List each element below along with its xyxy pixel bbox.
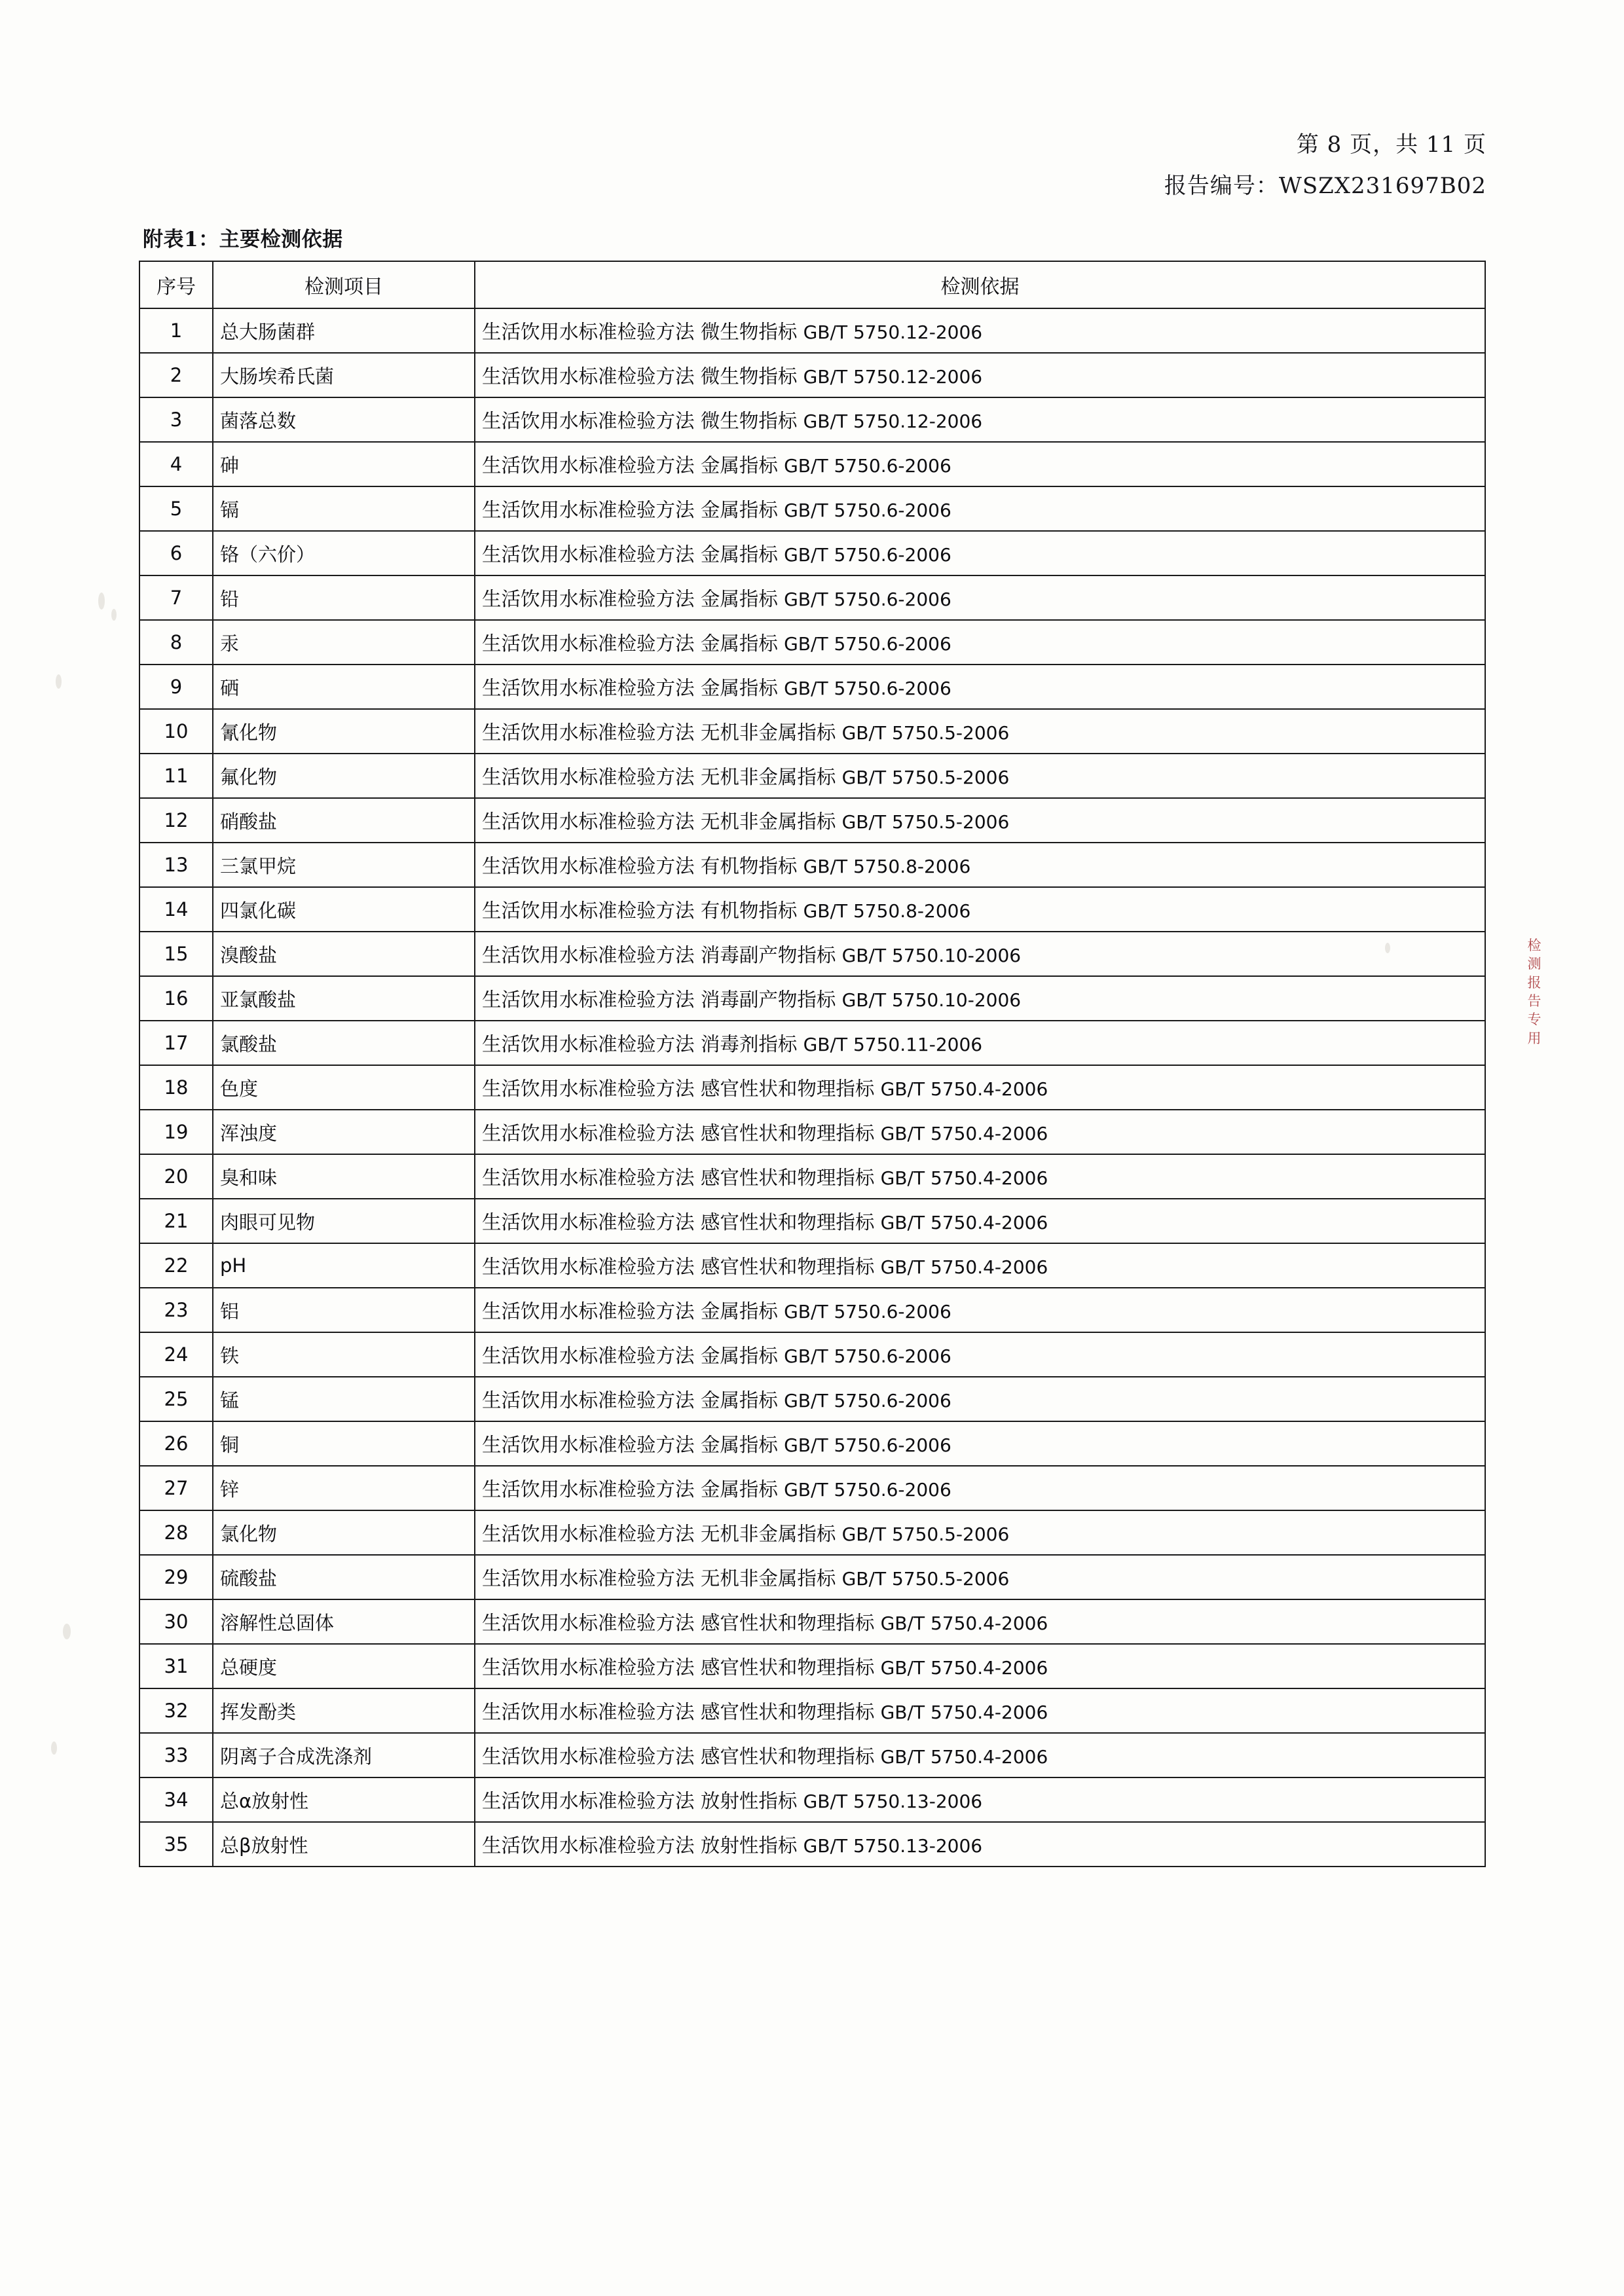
column-header-no: 序号 bbox=[139, 261, 213, 308]
scan-artifact bbox=[111, 609, 117, 621]
basis-standard-code: GB/T 5750.6-2006 bbox=[784, 589, 951, 610]
cell-item: 溶解性总固体 bbox=[213, 1599, 475, 1644]
cell-item: 硒 bbox=[213, 665, 475, 709]
table-row bbox=[139, 620, 1485, 665]
table-row bbox=[139, 976, 1485, 1021]
table-row bbox=[139, 575, 1485, 620]
basis-standard-code: GB/T 5750.13-2006 bbox=[803, 1791, 983, 1812]
table-row bbox=[139, 308, 1485, 353]
basis-standard-name: 生活饮用水标准检验方法 感官性状和物理指标 bbox=[482, 1167, 875, 1189]
cell-item: 铁 bbox=[213, 1332, 475, 1377]
cell-no: 7 bbox=[139, 575, 213, 620]
table-row bbox=[139, 1777, 1485, 1822]
basis-standard-name: 生活饮用水标准检验方法 微生物指标 bbox=[482, 410, 798, 432]
scan-artifact bbox=[51, 1741, 57, 1755]
cell-basis bbox=[475, 1599, 1485, 1644]
basis-standard-name: 生活饮用水标准检验方法 有机物指标 bbox=[482, 900, 798, 922]
basis-standard-name: 生活饮用水标准检验方法 感官性状和物理指标 bbox=[482, 1256, 875, 1278]
basis-standard-code: GB/T 5750.10-2006 bbox=[841, 945, 1022, 966]
cell-no: 8 bbox=[139, 620, 213, 665]
table-row bbox=[139, 1288, 1485, 1332]
basis-standard-name: 生活饮用水标准检验方法 金属指标 bbox=[482, 1478, 778, 1501]
cell-item: 菌落总数 bbox=[213, 397, 475, 442]
basis-standard-code: GB/T 5750.10-2006 bbox=[841, 989, 1022, 1011]
cell-basis bbox=[475, 1332, 1485, 1377]
cell-item: 镉 bbox=[213, 486, 475, 531]
report-number-line bbox=[1164, 166, 1486, 207]
basis-standard-name: 生活饮用水标准检验方法 感官性状和物理指标 bbox=[482, 1656, 875, 1679]
basis-standard-name: 生活饮用水标准检验方法 微生物指标 bbox=[482, 321, 798, 343]
basis-standard-name: 生活饮用水标准检验方法 金属指标 bbox=[482, 499, 778, 521]
cell-basis bbox=[475, 620, 1485, 665]
cell-basis bbox=[475, 1555, 1485, 1599]
table-row bbox=[139, 709, 1485, 754]
table-row bbox=[139, 1688, 1485, 1733]
cell-basis bbox=[475, 1466, 1485, 1510]
table-row bbox=[139, 1510, 1485, 1555]
column-header-basis: 检测依据 bbox=[475, 261, 1485, 308]
table-row bbox=[139, 1421, 1485, 1466]
cell-basis bbox=[475, 575, 1485, 620]
basis-standard-code: GB/T 5750.4-2006 bbox=[880, 1123, 1048, 1144]
cell-basis bbox=[475, 1065, 1485, 1110]
basis-standard-code: GB/T 5750.6-2006 bbox=[784, 1434, 951, 1456]
basis-standard-code: GB/T 5750.8-2006 bbox=[803, 900, 971, 922]
table-row bbox=[139, 442, 1485, 486]
cell-item: 氟化物 bbox=[213, 754, 475, 798]
attachment-title: 附表1：主要检测依据 bbox=[143, 228, 343, 251]
cell-item: 氯酸盐 bbox=[213, 1021, 475, 1065]
cell-no: 28 bbox=[139, 1510, 213, 1555]
cell-item: 锰 bbox=[213, 1377, 475, 1421]
basis-standard-code: GB/T 5750.6-2006 bbox=[784, 455, 951, 477]
basis-standard-name: 生活饮用水标准检验方法 无机非金属指标 bbox=[482, 1523, 836, 1545]
cell-basis bbox=[475, 1644, 1485, 1688]
cell-basis bbox=[475, 1733, 1485, 1777]
cell-basis bbox=[475, 397, 1485, 442]
cell-item: 四氯化碳 bbox=[213, 887, 475, 932]
cell-no: 11 bbox=[139, 754, 213, 798]
cell-no: 27 bbox=[139, 1466, 213, 1510]
cell-no: 33 bbox=[139, 1733, 213, 1777]
basis-standard-name: 生活饮用水标准检验方法 感官性状和物理指标 bbox=[482, 1211, 875, 1233]
cell-no: 30 bbox=[139, 1599, 213, 1644]
basis-standard-name: 生活饮用水标准检验方法 有机物指标 bbox=[482, 855, 798, 877]
table-row bbox=[139, 1065, 1485, 1110]
basis-standard-name: 生活饮用水标准检验方法 金属指标 bbox=[482, 632, 778, 655]
cell-item: 浑浊度 bbox=[213, 1110, 475, 1154]
table-row bbox=[139, 1555, 1485, 1599]
cell-basis bbox=[475, 1822, 1485, 1867]
cell-item: 氰化物 bbox=[213, 709, 475, 754]
basis-standard-code: GB/T 5750.13-2006 bbox=[803, 1835, 983, 1857]
cell-item: 锌 bbox=[213, 1466, 475, 1510]
cell-basis bbox=[475, 1288, 1485, 1332]
table-row bbox=[139, 754, 1485, 798]
basis-standard-code: GB/T 5750.4-2006 bbox=[880, 1078, 1048, 1100]
cell-no: 20 bbox=[139, 1154, 213, 1199]
cell-no: 29 bbox=[139, 1555, 213, 1599]
scan-artifact bbox=[63, 1624, 71, 1639]
table-row bbox=[139, 798, 1485, 843]
cell-basis bbox=[475, 531, 1485, 575]
table-row bbox=[139, 1243, 1485, 1288]
cell-no: 32 bbox=[139, 1688, 213, 1733]
basis-standard-name: 生活饮用水标准检验方法 放射性指标 bbox=[482, 1834, 798, 1857]
cell-no: 26 bbox=[139, 1421, 213, 1466]
cell-item: 铅 bbox=[213, 575, 475, 620]
basis-standard-code: GB/T 5750.4-2006 bbox=[880, 1256, 1048, 1278]
cell-item: 硫酸盐 bbox=[213, 1555, 475, 1599]
basis-standard-name: 生活饮用水标准检验方法 消毒副产物指标 bbox=[482, 989, 836, 1011]
cell-basis bbox=[475, 442, 1485, 486]
table-row bbox=[139, 1822, 1485, 1867]
table-row bbox=[139, 1377, 1485, 1421]
basis-standard-code: GB/T 5750.6-2006 bbox=[784, 633, 951, 655]
basis-standard-name: 生活饮用水标准检验方法 感官性状和物理指标 bbox=[482, 1745, 875, 1768]
basis-standard-name: 生活饮用水标准检验方法 无机非金属指标 bbox=[482, 1567, 836, 1590]
table-row bbox=[139, 665, 1485, 709]
basis-standard-name: 生活饮用水标准检验方法 无机非金属指标 bbox=[482, 766, 836, 788]
cell-basis bbox=[475, 665, 1485, 709]
table-row bbox=[139, 1332, 1485, 1377]
cell-basis bbox=[475, 798, 1485, 843]
report-number-value: WSZX231697B02 bbox=[1278, 172, 1486, 199]
cell-item: 大肠埃希氏菌 bbox=[213, 353, 475, 397]
basis-standard-code: GB/T 5750.6-2006 bbox=[784, 500, 951, 521]
cell-item: pH bbox=[213, 1243, 475, 1288]
table-row bbox=[139, 887, 1485, 932]
basis-standard-name: 生活饮用水标准检验方法 消毒剂指标 bbox=[482, 1033, 798, 1055]
basis-standard-name: 生活饮用水标准检验方法 金属指标 bbox=[482, 1345, 778, 1367]
table-row bbox=[139, 1644, 1485, 1688]
basis-standard-code: GB/T 5750.4-2006 bbox=[880, 1746, 1048, 1768]
cell-item: 色度 bbox=[213, 1065, 475, 1110]
cell-item: 铝 bbox=[213, 1288, 475, 1332]
cell-basis bbox=[475, 486, 1485, 531]
basis-standard-code: GB/T 5750.8-2006 bbox=[803, 856, 971, 877]
table-row bbox=[139, 486, 1485, 531]
cell-item: 总硬度 bbox=[213, 1644, 475, 1688]
cell-item: 挥发酚类 bbox=[213, 1688, 475, 1733]
cell-item: 溴酸盐 bbox=[213, 932, 475, 976]
cell-basis bbox=[475, 887, 1485, 932]
basis-standard-code: GB/T 5750.6-2006 bbox=[784, 1390, 951, 1412]
basis-standard-code: GB/T 5750.6-2006 bbox=[784, 678, 951, 699]
basis-standard-code: GB/T 5750.6-2006 bbox=[784, 1479, 951, 1501]
cell-item: 阴离子合成洗涤剂 bbox=[213, 1733, 475, 1777]
basis-standard-code: GB/T 5750.12-2006 bbox=[803, 410, 983, 432]
basis-standard-name: 生活饮用水标准检验方法 金属指标 bbox=[482, 1434, 778, 1456]
basis-standard-name: 生活饮用水标准检验方法 金属指标 bbox=[482, 1300, 778, 1322]
basis-standard-code: GB/T 5750.4-2006 bbox=[880, 1657, 1048, 1679]
scan-artifact bbox=[98, 592, 105, 610]
cell-no: 12 bbox=[139, 798, 213, 843]
cell-basis bbox=[475, 1154, 1485, 1199]
cell-no: 21 bbox=[139, 1199, 213, 1243]
cell-no: 1 bbox=[139, 308, 213, 353]
column-header-item: 检测项目 bbox=[213, 261, 475, 308]
cell-item: 氯化物 bbox=[213, 1510, 475, 1555]
cell-basis bbox=[475, 709, 1485, 754]
cell-no: 31 bbox=[139, 1644, 213, 1688]
cell-item: 铜 bbox=[213, 1421, 475, 1466]
cell-item: 硝酸盐 bbox=[213, 798, 475, 843]
scan-artifact bbox=[56, 674, 62, 689]
basis-standard-code: GB/T 5750.6-2006 bbox=[784, 1301, 951, 1322]
cell-item: 总α放射性 bbox=[213, 1777, 475, 1822]
cell-no: 24 bbox=[139, 1332, 213, 1377]
table-body bbox=[139, 308, 1485, 1867]
cell-item: 总大肠菌群 bbox=[213, 308, 475, 353]
cell-basis bbox=[475, 1421, 1485, 1466]
cell-no: 14 bbox=[139, 887, 213, 932]
cell-item: 总β放射性 bbox=[213, 1822, 475, 1867]
basis-standard-name: 生活饮用水标准检验方法 金属指标 bbox=[482, 1389, 778, 1412]
cell-basis bbox=[475, 754, 1485, 798]
basis-standard-name: 生活饮用水标准检验方法 金属指标 bbox=[482, 677, 778, 699]
basis-standard-name: 生活饮用水标准检验方法 放射性指标 bbox=[482, 1790, 798, 1812]
cell-no: 16 bbox=[139, 976, 213, 1021]
cell-basis bbox=[475, 1199, 1485, 1243]
basis-standard-name: 生活饮用水标准检验方法 感官性状和物理指标 bbox=[482, 1701, 875, 1723]
cell-no: 34 bbox=[139, 1777, 213, 1822]
cell-basis bbox=[475, 308, 1485, 353]
cell-basis bbox=[475, 932, 1485, 976]
basis-standard-code: GB/T 5750.4-2006 bbox=[880, 1167, 1048, 1189]
basis-standard-name: 生活饮用水标准检验方法 感官性状和物理指标 bbox=[482, 1612, 875, 1634]
cell-no: 2 bbox=[139, 353, 213, 397]
red-margin-stamp: 检 测 报 告 专 用 bbox=[1527, 938, 1541, 1046]
page-header bbox=[1164, 124, 1486, 207]
detection-basis-table bbox=[139, 261, 1486, 1867]
table-row bbox=[139, 843, 1485, 887]
page-indicator: 第 8 页，共 11 页 bbox=[1296, 132, 1486, 158]
basis-standard-name: 生活饮用水标准检验方法 感官性状和物理指标 bbox=[482, 1122, 875, 1144]
table-row bbox=[139, 1199, 1485, 1243]
cell-basis bbox=[475, 1243, 1485, 1288]
basis-standard-name: 生活饮用水标准检验方法 消毒副产物指标 bbox=[482, 944, 836, 966]
table-row bbox=[139, 1154, 1485, 1199]
basis-standard-code: GB/T 5750.6-2006 bbox=[784, 544, 951, 566]
basis-standard-name: 生活饮用水标准检验方法 微生物指标 bbox=[482, 365, 798, 388]
cell-no: 22 bbox=[139, 1243, 213, 1288]
table-row bbox=[139, 531, 1485, 575]
cell-no: 19 bbox=[139, 1110, 213, 1154]
basis-standard-code: GB/T 5750.5-2006 bbox=[841, 1523, 1010, 1545]
basis-standard-code: GB/T 5750.4-2006 bbox=[880, 1613, 1048, 1634]
cell-basis bbox=[475, 976, 1485, 1021]
basis-standard-name: 生活饮用水标准检验方法 无机非金属指标 bbox=[482, 811, 836, 833]
cell-basis bbox=[475, 1510, 1485, 1555]
cell-item: 亚氯酸盐 bbox=[213, 976, 475, 1021]
table-row bbox=[139, 1466, 1485, 1510]
cell-basis bbox=[475, 1021, 1485, 1065]
table-row bbox=[139, 1733, 1485, 1777]
basis-standard-name: 生活饮用水标准检验方法 无机非金属指标 bbox=[482, 721, 836, 744]
cell-no: 23 bbox=[139, 1288, 213, 1332]
cell-no: 3 bbox=[139, 397, 213, 442]
cell-basis bbox=[475, 843, 1485, 887]
table-row bbox=[139, 353, 1485, 397]
basis-standard-name: 生活饮用水标准检验方法 金属指标 bbox=[482, 454, 778, 477]
cell-no: 5 bbox=[139, 486, 213, 531]
cell-basis bbox=[475, 1688, 1485, 1733]
cell-no: 6 bbox=[139, 531, 213, 575]
basis-standard-name: 生活饮用水标准检验方法 感官性状和物理指标 bbox=[482, 1078, 875, 1100]
cell-basis bbox=[475, 1110, 1485, 1154]
cell-item: 汞 bbox=[213, 620, 475, 665]
cell-no: 18 bbox=[139, 1065, 213, 1110]
cell-item: 三氯甲烷 bbox=[213, 843, 475, 887]
cell-no: 15 bbox=[139, 932, 213, 976]
cell-no: 35 bbox=[139, 1822, 213, 1867]
cell-no: 25 bbox=[139, 1377, 213, 1421]
basis-standard-code: GB/T 5750.4-2006 bbox=[880, 1212, 1048, 1233]
cell-item: 肉眼可见物 bbox=[213, 1199, 475, 1243]
table-row bbox=[139, 1599, 1485, 1644]
table-row bbox=[139, 397, 1485, 442]
basis-standard-code: GB/T 5750.4-2006 bbox=[880, 1702, 1048, 1723]
cell-item: 铬（六价） bbox=[213, 531, 475, 575]
basis-standard-code: GB/T 5750.5-2006 bbox=[841, 767, 1010, 788]
cell-item: 砷 bbox=[213, 442, 475, 486]
report-number-label: 报告编号： bbox=[1164, 172, 1279, 199]
basis-standard-code: GB/T 5750.12-2006 bbox=[803, 321, 983, 343]
basis-standard-name: 生活饮用水标准检验方法 金属指标 bbox=[482, 588, 778, 610]
basis-standard-code: GB/T 5750.5-2006 bbox=[841, 1568, 1010, 1590]
cell-item: 臭和味 bbox=[213, 1154, 475, 1199]
basis-standard-code: GB/T 5750.11-2006 bbox=[803, 1034, 983, 1055]
basis-standard-code: GB/T 5750.12-2006 bbox=[803, 366, 983, 388]
basis-standard-code: GB/T 5750.6-2006 bbox=[784, 1345, 951, 1367]
cell-basis bbox=[475, 1377, 1485, 1421]
basis-standard-name: 生活饮用水标准检验方法 金属指标 bbox=[482, 543, 778, 566]
cell-no: 4 bbox=[139, 442, 213, 486]
cell-no: 9 bbox=[139, 665, 213, 709]
table-row bbox=[139, 932, 1485, 976]
table-row bbox=[139, 1021, 1485, 1065]
cell-no: 10 bbox=[139, 709, 213, 754]
cell-basis bbox=[475, 1777, 1485, 1822]
cell-no: 13 bbox=[139, 843, 213, 887]
cell-no: 17 bbox=[139, 1021, 213, 1065]
table-header-row bbox=[139, 261, 1485, 308]
basis-standard-code: GB/T 5750.5-2006 bbox=[841, 722, 1010, 744]
table-row bbox=[139, 1110, 1485, 1154]
cell-basis bbox=[475, 353, 1485, 397]
basis-standard-code: GB/T 5750.5-2006 bbox=[841, 811, 1010, 833]
